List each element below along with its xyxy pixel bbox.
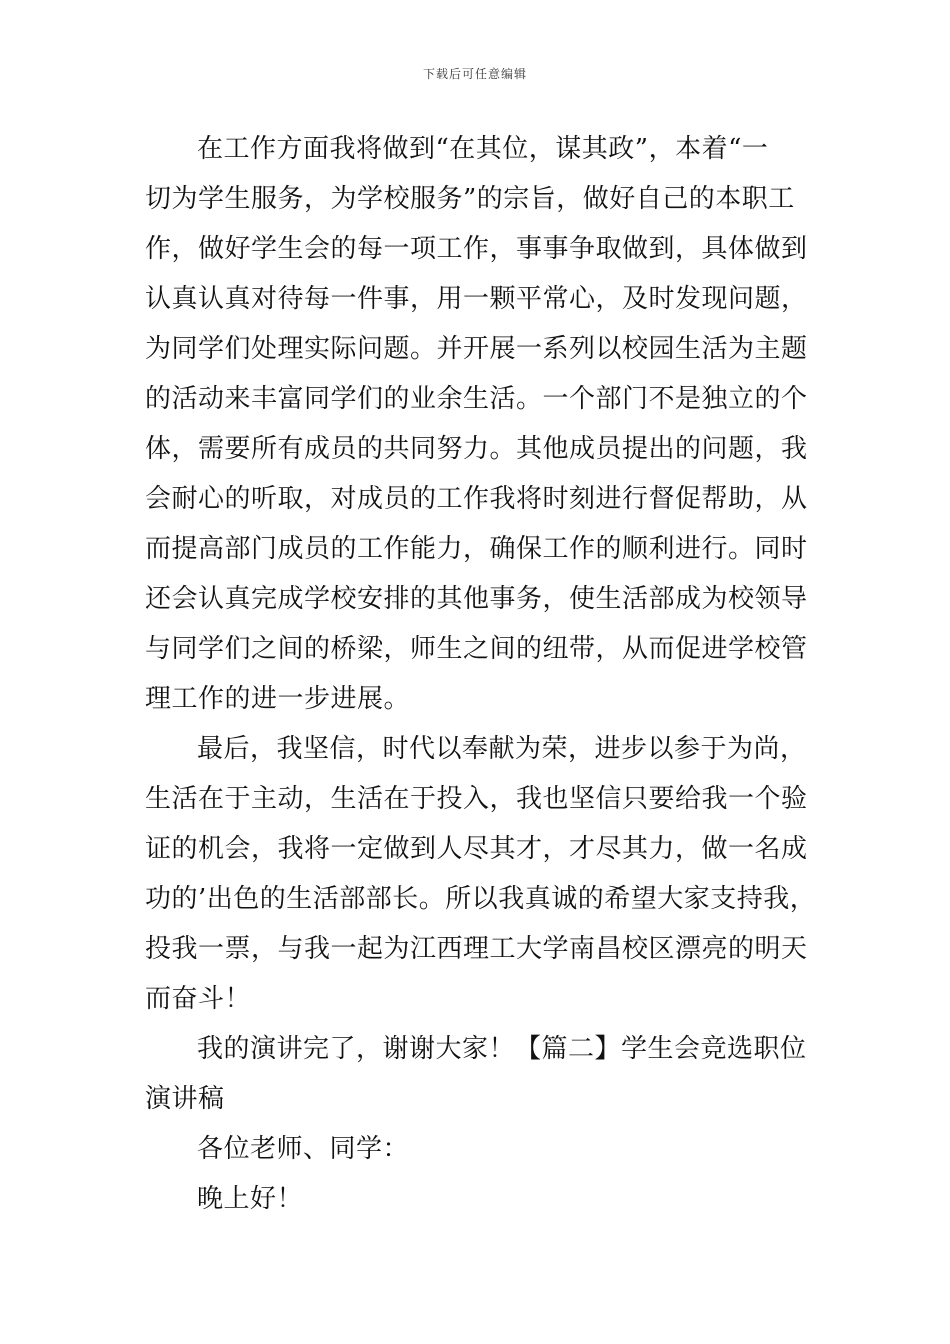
text-line: 各位老师、同学： <box>197 1134 410 1164</box>
text-line: 在工作方面我将做到“在其位，谋其政”，本着“一 <box>197 134 769 164</box>
text-line: 与同学们之间的桥梁，师生之间的纽带，从而促进学校管 <box>145 634 808 664</box>
text-line: 的活动来丰富同学们的业余生活。一个部门不是独立的个 <box>145 384 808 414</box>
text-line: 演讲稿 <box>145 1084 225 1114</box>
text-line: 切为学生服务，为学校服务”的宗旨，做好自己的本职工 <box>145 184 795 214</box>
text-line: 还会认真完成学校安排的其他事务，使生活部成为校领导 <box>145 584 808 614</box>
text-line: 投我一票，与我一起为江西理工大学南昌校区漂亮的明天 <box>145 934 808 964</box>
text-line: 而奋斗！ <box>145 984 252 1014</box>
text-line: 而提高部门成员的工作能力，确保工作的顺利进行。同时 <box>145 534 808 564</box>
document-body <box>145 124 815 1224</box>
header-note: 下载后可任意编辑 <box>422 67 527 81</box>
text-line: 体，需要所有成员的共同努力。其他成员提出的问题，我 <box>145 434 808 464</box>
text-line: 理工作的进一步进展。 <box>145 684 411 714</box>
text-line: 证的机会，我将一定做到人尽其才，才尽其力，做一名成 <box>145 834 808 864</box>
text-line: 最后，我坚信，时代以奉献为荣，进步以参于为尚， <box>197 734 807 764</box>
text-line: 为同学们处理实际问题。并开展一系列以校园生活为主题 <box>145 334 808 364</box>
text-line: 功的’出色的生活部部长。所以我真诚的希望大家支持我， <box>145 884 817 914</box>
text-line: 晚上好！ <box>197 1184 304 1214</box>
text-line: 作，做好学生会的每一项工作，事事争取做到，具体做到 <box>145 234 808 264</box>
text-line: 我的演讲完了，谢谢大家！【篇二】学生会竞选职位 <box>197 1034 807 1064</box>
text-line: 生活在于主动，生活在于投入，我也坚信只要给我一个验 <box>145 784 808 814</box>
text-line: 会耐心的听取，对成员的工作我将时刻进行督促帮助，从 <box>145 484 808 514</box>
text-line: 认真认真对待每一件事，用一颗平常心，及时发现问题， <box>145 284 808 314</box>
